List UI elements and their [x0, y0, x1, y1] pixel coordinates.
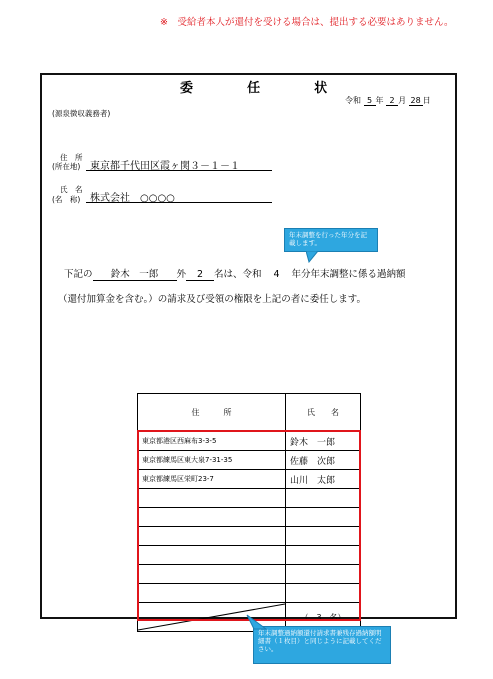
name-label: 氏 名: [60, 185, 83, 194]
day-label: 日: [422, 96, 431, 105]
row-address: [138, 565, 286, 584]
table-callout: 年末調整過納額還付請求書兼残存過納額明細書（１枚目）と同じように記載してください。: [253, 626, 391, 664]
document-date: [345, 95, 431, 106]
table-row: [138, 584, 361, 603]
row-name: [286, 546, 361, 565]
row-name: [286, 565, 361, 584]
representative-name: 鈴木 一郎: [93, 266, 177, 281]
table-row: [138, 451, 361, 470]
row-name: [286, 584, 361, 603]
others-count: 2: [186, 269, 214, 281]
year-callout: 年末調整を行った年分を記載します。: [284, 228, 378, 252]
year-label: 年: [375, 96, 384, 105]
date-day: 28: [410, 96, 421, 105]
row-address: 東京都練馬区東大泉7-31-35: [138, 451, 286, 470]
row-address: [138, 546, 286, 565]
address-value: 東京都千代田区霞ヶ関３－１－１: [90, 161, 240, 172]
delegates-table: [137, 393, 361, 632]
row-address: 東京都港区西麻布3-3-5: [138, 432, 286, 451]
row-address: 東京都練馬区栄町23-7: [138, 470, 286, 489]
total-count: （ 3 名）: [286, 603, 361, 632]
title-char: 任: [247, 81, 262, 96]
body-mid: 外: [176, 269, 187, 280]
table-row: [138, 470, 361, 489]
year-callout-pointer: [306, 251, 320, 263]
table-header-row: [138, 394, 361, 432]
table-row: [138, 527, 361, 546]
row-name: [286, 489, 361, 508]
body-line-1: [64, 266, 406, 281]
date-era: 令和: [345, 96, 361, 105]
era-year: 4: [273, 269, 280, 280]
row-address: [138, 584, 286, 603]
name-value: 株式会社 ○○○○: [90, 193, 175, 204]
table-row: [138, 546, 361, 565]
document-title: [180, 77, 328, 96]
title-char: 委: [180, 81, 195, 96]
header-name: 氏 名: [286, 394, 361, 432]
header-address: 住 所: [138, 394, 286, 432]
title-char: 状: [314, 81, 329, 96]
month-label: 月: [398, 96, 407, 105]
table-row: [138, 565, 361, 584]
date-month: 2: [386, 96, 398, 106]
row-name: [286, 508, 361, 527]
instruction-note: ※ 受給者本人が還付を受ける場合は、提出する必要はありません。: [160, 17, 454, 28]
table-row: [138, 508, 361, 527]
row-name: 佐藤 次郎: [286, 451, 361, 470]
address-label: 住 所: [60, 153, 83, 162]
body-mid-2: 名は、令和: [214, 269, 262, 280]
row-name: [286, 527, 361, 546]
row-address: [138, 508, 286, 527]
body-prefix: 下記の: [64, 269, 93, 280]
row-name: 山川 太郎: [286, 470, 361, 489]
body-suffix: 年分年末調整に係る過納額: [291, 269, 406, 280]
table-row: [138, 489, 361, 508]
address-label-sub: (所在地): [52, 162, 81, 171]
row-address: [138, 489, 286, 508]
date-year: 5: [364, 96, 376, 106]
issuer-label: (源泉徴収義務者): [52, 109, 111, 118]
table-row: [138, 432, 361, 451]
row-address: [138, 527, 286, 546]
table-callout-pointer: [246, 614, 268, 630]
row-name: 鈴木 一郎: [286, 432, 361, 451]
name-label-sub: (名 称): [52, 195, 81, 204]
body-line-2: （還付加算金を含む。）の請求及び受領の権限を上記の者に委任します。: [58, 294, 366, 305]
